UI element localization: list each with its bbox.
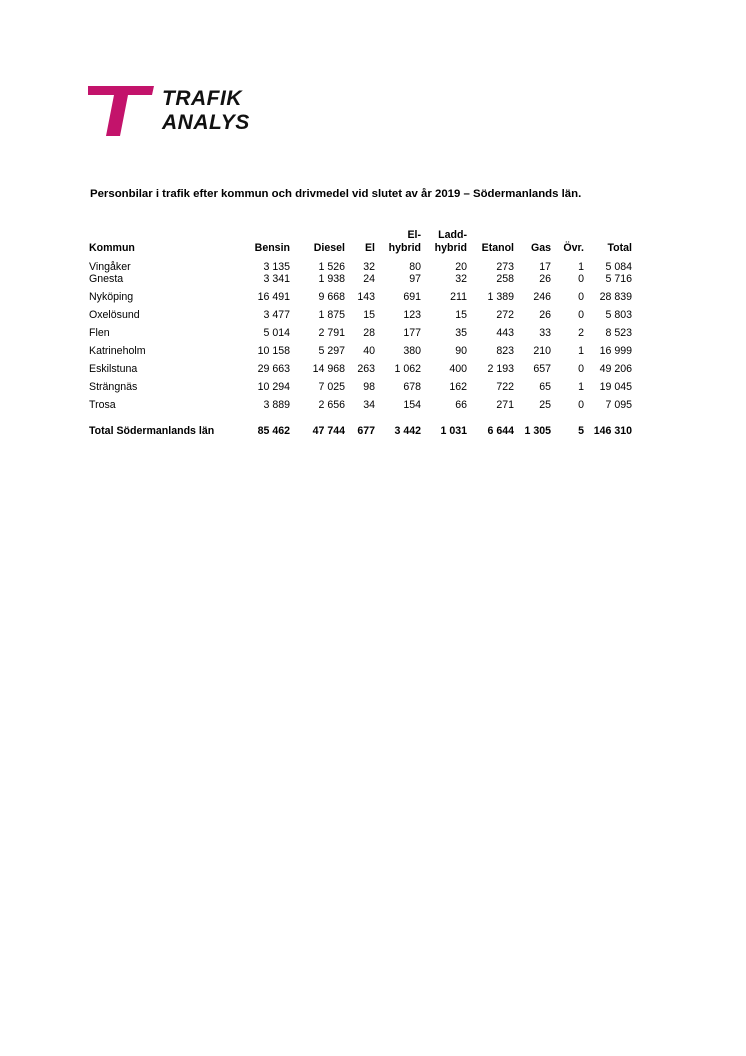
- cell-diesel: 14 968: [312, 363, 345, 375]
- total-cell-ovr: 5: [578, 425, 584, 437]
- cell-ovr: 0: [578, 363, 584, 375]
- cell-elhybrid: 1 062: [394, 363, 421, 375]
- logo-line-2: ANALYS: [162, 111, 250, 134]
- cell-etanol: 258: [496, 273, 514, 285]
- cell-kommun: Eskilstuna: [89, 363, 138, 375]
- cell-gas: 65: [539, 381, 551, 393]
- cell-bensin: 5 014: [263, 327, 290, 339]
- cell-diesel: 2 791: [318, 327, 345, 339]
- header-total: Total: [607, 241, 632, 254]
- spacer-cell: [89, 411, 632, 425]
- table-row: [89, 393, 632, 411]
- cell-bensin: 10 294: [257, 381, 290, 393]
- cell-gas: 33: [539, 327, 551, 339]
- cell-bensin: 16 491: [257, 291, 290, 303]
- cell-elhybrid: 97: [409, 273, 421, 285]
- cell-bensin: 10 158: [257, 345, 290, 357]
- header-kommun: Kommun: [89, 241, 135, 254]
- cell-elhybrid: 380: [403, 345, 421, 357]
- cell-bensin: 29 663: [257, 363, 290, 375]
- cell-laddhybrid: 35: [455, 327, 467, 339]
- cell-etanol: 271: [496, 399, 514, 411]
- cell-elhybrid: 80: [409, 261, 421, 273]
- cell-etanol: 823: [496, 345, 514, 357]
- cell-diesel: 1 938: [318, 273, 345, 285]
- cell-el: 40: [363, 345, 375, 357]
- cell-gas: 17: [539, 261, 551, 273]
- cell-elhybrid: 177: [403, 327, 421, 339]
- cell-gas: 26: [539, 309, 551, 321]
- cell-el: 98: [363, 381, 375, 393]
- cell-diesel: 2 656: [318, 399, 345, 411]
- header-diesel: Diesel: [313, 241, 345, 254]
- cell-elhybrid: 154: [403, 399, 421, 411]
- cell-laddhybrid: 20: [455, 261, 467, 273]
- cell-kommun: Gnesta: [89, 273, 124, 285]
- cell-ovr: 0: [578, 399, 584, 411]
- cell-etanol: 273: [496, 261, 514, 273]
- cell-ovr: 0: [578, 273, 584, 285]
- header-elhybrid: El- hybrid: [388, 229, 421, 254]
- cell-bensin: 3 477: [263, 309, 290, 321]
- header-gas: Gas: [530, 241, 551, 254]
- trafikanalys-logo-mark-icon: [88, 86, 158, 136]
- cell-el: 143: [357, 291, 375, 303]
- logo-line-1: TRAFIK: [162, 87, 242, 110]
- table-spacer: [89, 411, 632, 425]
- table-body: [89, 261, 632, 437]
- total-cell-bensin: 85 462: [257, 425, 290, 437]
- cell-el: 32: [363, 261, 375, 273]
- table-row: [89, 273, 632, 285]
- cell-bensin: 3 341: [263, 273, 290, 285]
- cell-gas: 246: [533, 291, 551, 303]
- cell-ovr: 1: [578, 381, 584, 393]
- cell-total: 16 999: [599, 345, 632, 357]
- logo-wordmark: [162, 87, 250, 135]
- cell-etanol: 722: [496, 381, 514, 393]
- cell-total: 7 095: [605, 399, 632, 411]
- cell-laddhybrid: 90: [455, 345, 467, 357]
- cell-laddhybrid: 66: [455, 399, 467, 411]
- cell-el: 263: [357, 363, 375, 375]
- cell-etanol: 443: [496, 327, 514, 339]
- table-row: [89, 375, 632, 393]
- cell-diesel: 1 875: [318, 309, 345, 321]
- cell-ovr: 0: [578, 291, 584, 303]
- cell-kommun: Strängnäs: [89, 381, 138, 393]
- cell-ovr: 2: [578, 327, 584, 339]
- cell-el: 24: [363, 273, 375, 285]
- total-cell-total: 146 310: [593, 425, 632, 437]
- header-ovr: Övr.: [563, 241, 584, 254]
- cell-kommun: Nyköping: [89, 291, 134, 303]
- cell-el: 34: [363, 399, 375, 411]
- cell-ovr: 0: [578, 309, 584, 321]
- cell-diesel: 9 668: [318, 291, 345, 303]
- cell-elhybrid: 678: [403, 381, 421, 393]
- table-row: [89, 339, 632, 357]
- table-row: [89, 285, 632, 303]
- cell-laddhybrid: 15: [455, 309, 467, 321]
- total-cell-laddhybrid: 1 031: [440, 425, 467, 437]
- cell-laddhybrid: 32: [455, 273, 467, 285]
- cell-kommun: Trosa: [89, 399, 116, 411]
- header-bensin: Bensin: [254, 241, 290, 254]
- cell-el: 28: [363, 327, 375, 339]
- total-cell-gas: 1 305: [524, 425, 551, 437]
- cell-kommun: Oxelösund: [89, 309, 140, 321]
- cell-ovr: 1: [578, 261, 584, 273]
- cell-el: 15: [363, 309, 375, 321]
- total-cell-diesel: 47 744: [312, 425, 345, 437]
- table-row: [89, 303, 632, 321]
- cell-elhybrid: 123: [403, 309, 421, 321]
- header-el: El: [364, 241, 375, 254]
- total-cell-elhybrid: 3 442: [394, 425, 421, 437]
- cell-total: 19 045: [599, 381, 632, 393]
- cell-total: 5 716: [605, 273, 632, 285]
- cell-etanol: 1 389: [487, 291, 514, 303]
- cell-total: 5 803: [605, 309, 632, 321]
- cell-diesel: 5 297: [318, 345, 345, 357]
- cell-gas: 657: [533, 363, 551, 375]
- cell-total: 28 839: [599, 291, 632, 303]
- cell-laddhybrid: 162: [449, 381, 467, 393]
- cell-laddhybrid: 400: [449, 363, 467, 375]
- cell-total: 49 206: [599, 363, 632, 375]
- table-row: [89, 261, 632, 273]
- cell-kommun: Vingåker: [89, 261, 131, 273]
- vehicle-table: [89, 229, 632, 437]
- header-laddhybrid: Ladd- hybrid: [434, 229, 467, 254]
- header-etanol: Etanol: [481, 241, 514, 254]
- cell-gas: 26: [539, 273, 551, 285]
- table-total-row: [89, 425, 632, 437]
- cell-ovr: 1: [578, 345, 584, 357]
- total-cell-etanol: 6 644: [487, 425, 514, 437]
- total-cell-kommun: Total Södermanlands län: [89, 425, 215, 437]
- table-row: [89, 357, 632, 375]
- cell-bensin: 3 135: [263, 261, 290, 273]
- cell-etanol: 272: [496, 309, 514, 321]
- cell-etanol: 2 193: [487, 363, 514, 375]
- cell-total: 8 523: [605, 327, 632, 339]
- cell-total: 5 084: [605, 261, 632, 273]
- cell-diesel: 1 526: [318, 261, 345, 273]
- total-cell-el: 677: [357, 425, 375, 437]
- cell-elhybrid: 691: [403, 291, 421, 303]
- cell-kommun: Katrineholm: [89, 345, 146, 357]
- cell-laddhybrid: 211: [450, 291, 467, 303]
- cell-bensin: 3 889: [263, 399, 290, 411]
- cell-diesel: 7 025: [318, 381, 345, 393]
- cell-gas: 25: [539, 399, 551, 411]
- cell-kommun: Flen: [89, 327, 110, 339]
- trafikanalys-logo: [88, 86, 268, 138]
- table-row: [89, 321, 632, 339]
- table-header-row: [89, 229, 632, 261]
- cell-gas: 210: [533, 345, 551, 357]
- document-title: Personbilar i trafik efter kommun och drivmedel vid slutet av år 2019 – Södermanlands län.: [90, 188, 582, 200]
